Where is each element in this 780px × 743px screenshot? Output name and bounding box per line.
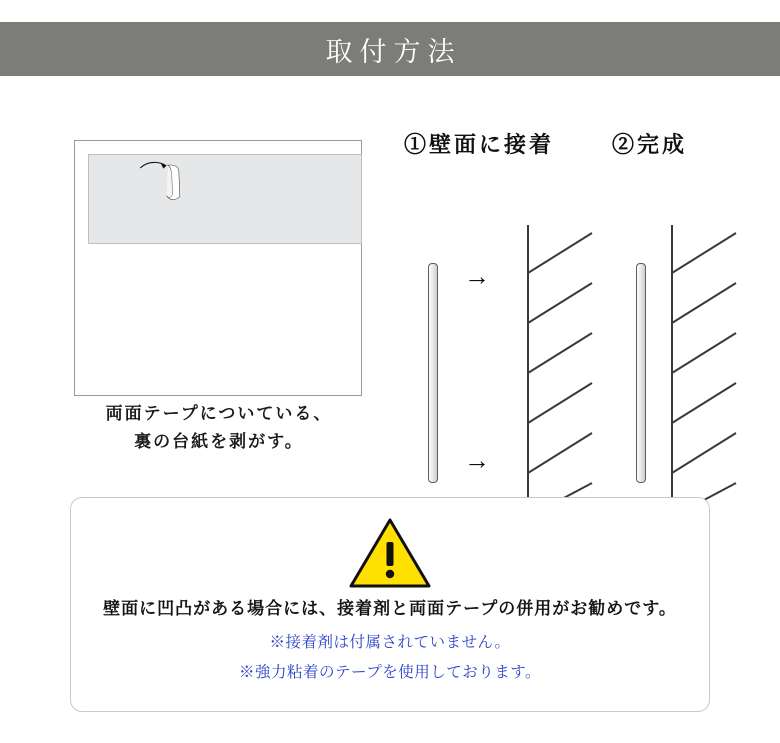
notice-box xyxy=(70,497,710,712)
arrow-bottom: → xyxy=(464,445,490,475)
tape-strip-area xyxy=(88,154,362,244)
step-1 xyxy=(404,128,594,475)
product-bar xyxy=(428,263,438,483)
product-bar-mounted xyxy=(636,263,646,483)
step-1-title: ①壁面に接着 xyxy=(404,132,555,157)
step-1-canvas xyxy=(404,185,594,475)
warning-triangle-icon xyxy=(348,516,432,590)
header-band xyxy=(0,22,780,76)
notice-sub-text-1: ※接着剤は付属されていません。 xyxy=(269,634,511,651)
page-title: 取付方法 xyxy=(325,36,462,67)
peel-caption-line-1: 両面テープについている、 xyxy=(105,404,333,423)
arrow-top: → xyxy=(464,261,490,291)
notice-main-text: 壁面に凹凸がある場合には、接着剤と両面テープの併用がお勧めです。 xyxy=(103,599,677,618)
step-2-title: ②完成 xyxy=(612,132,688,157)
wall-hatch-icon xyxy=(664,225,744,515)
peel-caption xyxy=(64,400,374,456)
peeling-corner-icon xyxy=(134,128,204,238)
peel-illustration xyxy=(74,140,364,398)
notice-sub-text-2: ※強力粘着のテープを使用しております。 xyxy=(239,664,541,681)
wall-hatch-icon xyxy=(520,225,600,515)
peel-caption-line-2: 裏の台紙を剥がす。 xyxy=(134,432,304,451)
step-2 xyxy=(612,128,752,455)
step-2-canvas xyxy=(612,185,752,455)
